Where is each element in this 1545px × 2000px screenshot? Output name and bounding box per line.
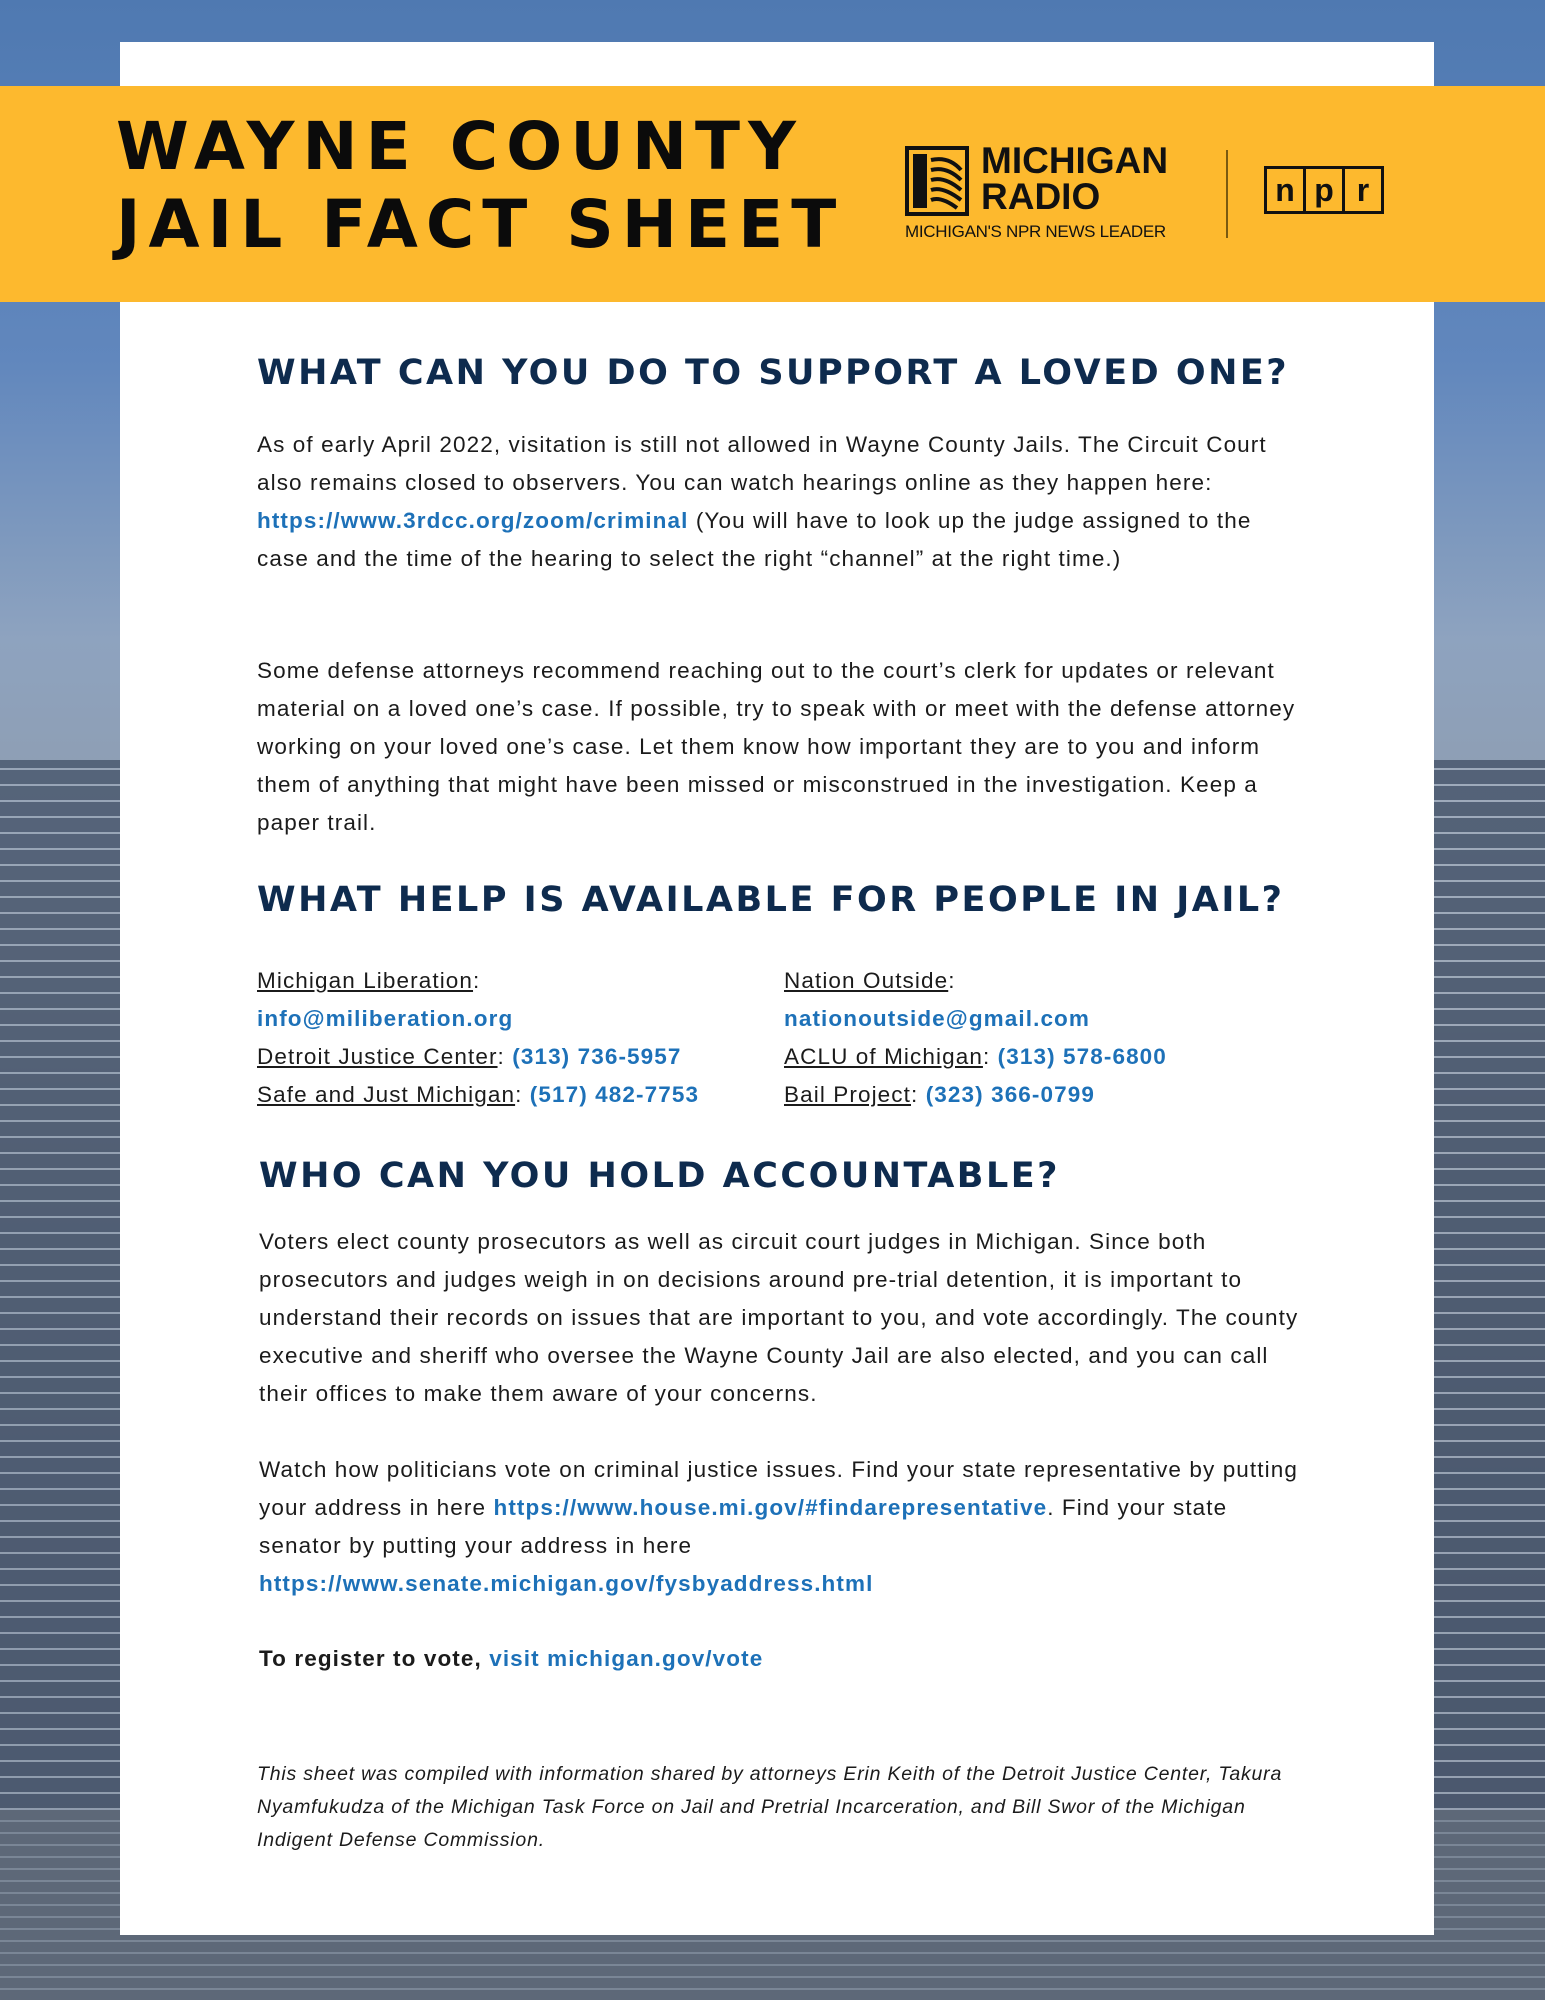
org-detroit-justice-center: Detroit Justice Center: (313) 736-5957 bbox=[257, 1044, 682, 1069]
accountable-p1-text: Voters elect county prosecutors as well as circuit court judges in Michigan. Since both prosecutors and judges weigh in on decisions around pre-trial detention, it is important to understand their records on issues that are important to you, and vote accordingly. The county executive and sheriff who oversee the Wayne County Jail are also elected, and you can call their offices to make them aware of your concerns. bbox=[259, 1229, 1299, 1406]
org-michigan-liberation: Michigan Liberation: bbox=[257, 968, 481, 993]
npr-letter-n: n bbox=[1267, 169, 1306, 211]
bail-project-phone[interactable]: (323) 366-0799 bbox=[925, 1082, 1095, 1107]
npr-letter-r: r bbox=[1356, 172, 1370, 208]
org-name: Nation Outside bbox=[784, 968, 949, 993]
title-line-2: JAIL FACT SHEET bbox=[116, 186, 845, 263]
detroit-justice-center-phone[interactable]: (313) 736-5957 bbox=[512, 1044, 682, 1069]
michigan-radio-mark-icon bbox=[905, 146, 969, 216]
support-paragraph-2 bbox=[257, 652, 1307, 842]
org-nation-outside: Nation Outside: bbox=[784, 968, 956, 993]
org-name: ACLU of Michigan bbox=[784, 1044, 983, 1069]
org-name: Safe and Just Michigan bbox=[257, 1082, 516, 1107]
logo-tagline: MICHIGAN'S NPR NEWS LEADER bbox=[905, 222, 1166, 241]
help-column-right bbox=[784, 962, 1304, 1114]
help-column-left bbox=[257, 962, 777, 1114]
miliberation-email-link[interactable]: info@miliberation.org bbox=[257, 1006, 514, 1031]
find-representative-link[interactable]: https://www.house.mi.gov/#findarepresentative bbox=[493, 1495, 1048, 1520]
support-p1-text: As of early April 2022, visitation is still not allowed in Wayne County Jails. The Circuit Court also remains closed to observers. You can watch hearings online as they happen here: bbox=[257, 432, 1267, 495]
safe-and-just-phone[interactable]: (517) 482-7753 bbox=[529, 1082, 700, 1107]
org-aclu-michigan: ACLU of Michigan: (313) 578-6800 bbox=[784, 1044, 1167, 1069]
logo-divider bbox=[1226, 150, 1228, 238]
org-name: Michigan Liberation bbox=[257, 968, 474, 993]
npr-logo bbox=[1264, 166, 1384, 214]
credit-note bbox=[257, 1758, 1297, 1857]
title-line-1: WAYNE COUNTY bbox=[116, 108, 804, 185]
org-name: Detroit Justice Center bbox=[257, 1044, 498, 1069]
section-heading-help: WHAT HELP IS AVAILABLE FOR PEOPLE IN JAIL? bbox=[257, 880, 1285, 920]
support-p2-text: Some defense attorneys recommend reaching out to the court’s clerk for updates or relevant material on a loved one’s case. If possible, try to speak with or meet with the defense attorney working on your loved one’s case. Let them know how important they are to you and inform them of anything that might have been missed or misconstrued in the investigation. Keep a paper trail. bbox=[257, 658, 1296, 835]
accountable-p2-text: Watch how politicians vote on criminal justice issues. Find your state representative by putting your address in here bbox=[259, 1457, 1298, 1520]
section-accountable bbox=[259, 1156, 1309, 1196]
find-senator-link[interactable]: https://www.senate.michigan.gov/fysbyaddress.html bbox=[259, 1571, 874, 1596]
section-help bbox=[257, 880, 1307, 920]
npr-letter-p: p bbox=[1306, 169, 1345, 211]
logo-name-line-1: MICHIGAN bbox=[981, 140, 1169, 181]
register-vote-link[interactable]: visit michigan.gov/vote bbox=[489, 1646, 764, 1671]
accountable-paragraph-2 bbox=[259, 1451, 1309, 1603]
credit-text: This sheet was compiled with information shared by attorneys Erin Keith of the Detroit Justice Center, Takura Nyamfukudza of the Michigan Task Force on Jail and Pretrial Incarceration, and Bill Swor of the Michigan Indigent Defense Commission. bbox=[257, 1763, 1283, 1851]
section-heading-support: WHAT CAN YOU DO TO SUPPORT A LOVED ONE? bbox=[257, 353, 1290, 393]
org-safe-and-just-michigan: Safe and Just Michigan: (517) 482-7753 bbox=[257, 1082, 700, 1107]
support-paragraph-1 bbox=[257, 426, 1307, 578]
page-title bbox=[116, 108, 856, 264]
nation-outside-email-link[interactable]: nationoutside@gmail.com bbox=[784, 1006, 1091, 1031]
section-support bbox=[257, 353, 1307, 393]
support-p1-text-end: (You will have to look up the judge assigned to the case and the time of the hearing to select the right “channel” at the right time.) bbox=[257, 508, 1252, 571]
michigan-radio-logo bbox=[905, 140, 1195, 246]
register-text: To register to vote, bbox=[259, 1646, 490, 1671]
aclu-phone[interactable]: (313) 578-6800 bbox=[997, 1044, 1167, 1069]
logo-name-line-2: RADIO bbox=[981, 176, 1101, 217]
logo-name bbox=[981, 140, 1211, 217]
section-heading-accountable: WHO CAN YOU HOLD ACCOUNTABLE? bbox=[259, 1156, 1060, 1196]
zoom-criminal-link[interactable]: https://www.3rdcc.org/zoom/criminal bbox=[257, 508, 689, 533]
accountable-p2-text-mid: . Find your state senator by putting your address in here bbox=[259, 1495, 1228, 1558]
accountable-paragraph-1 bbox=[259, 1223, 1309, 1413]
register-to-vote bbox=[259, 1640, 1309, 1678]
org-bail-project: Bail Project: (323) 366-0799 bbox=[784, 1082, 1095, 1107]
org-name: Bail Project bbox=[784, 1082, 911, 1107]
